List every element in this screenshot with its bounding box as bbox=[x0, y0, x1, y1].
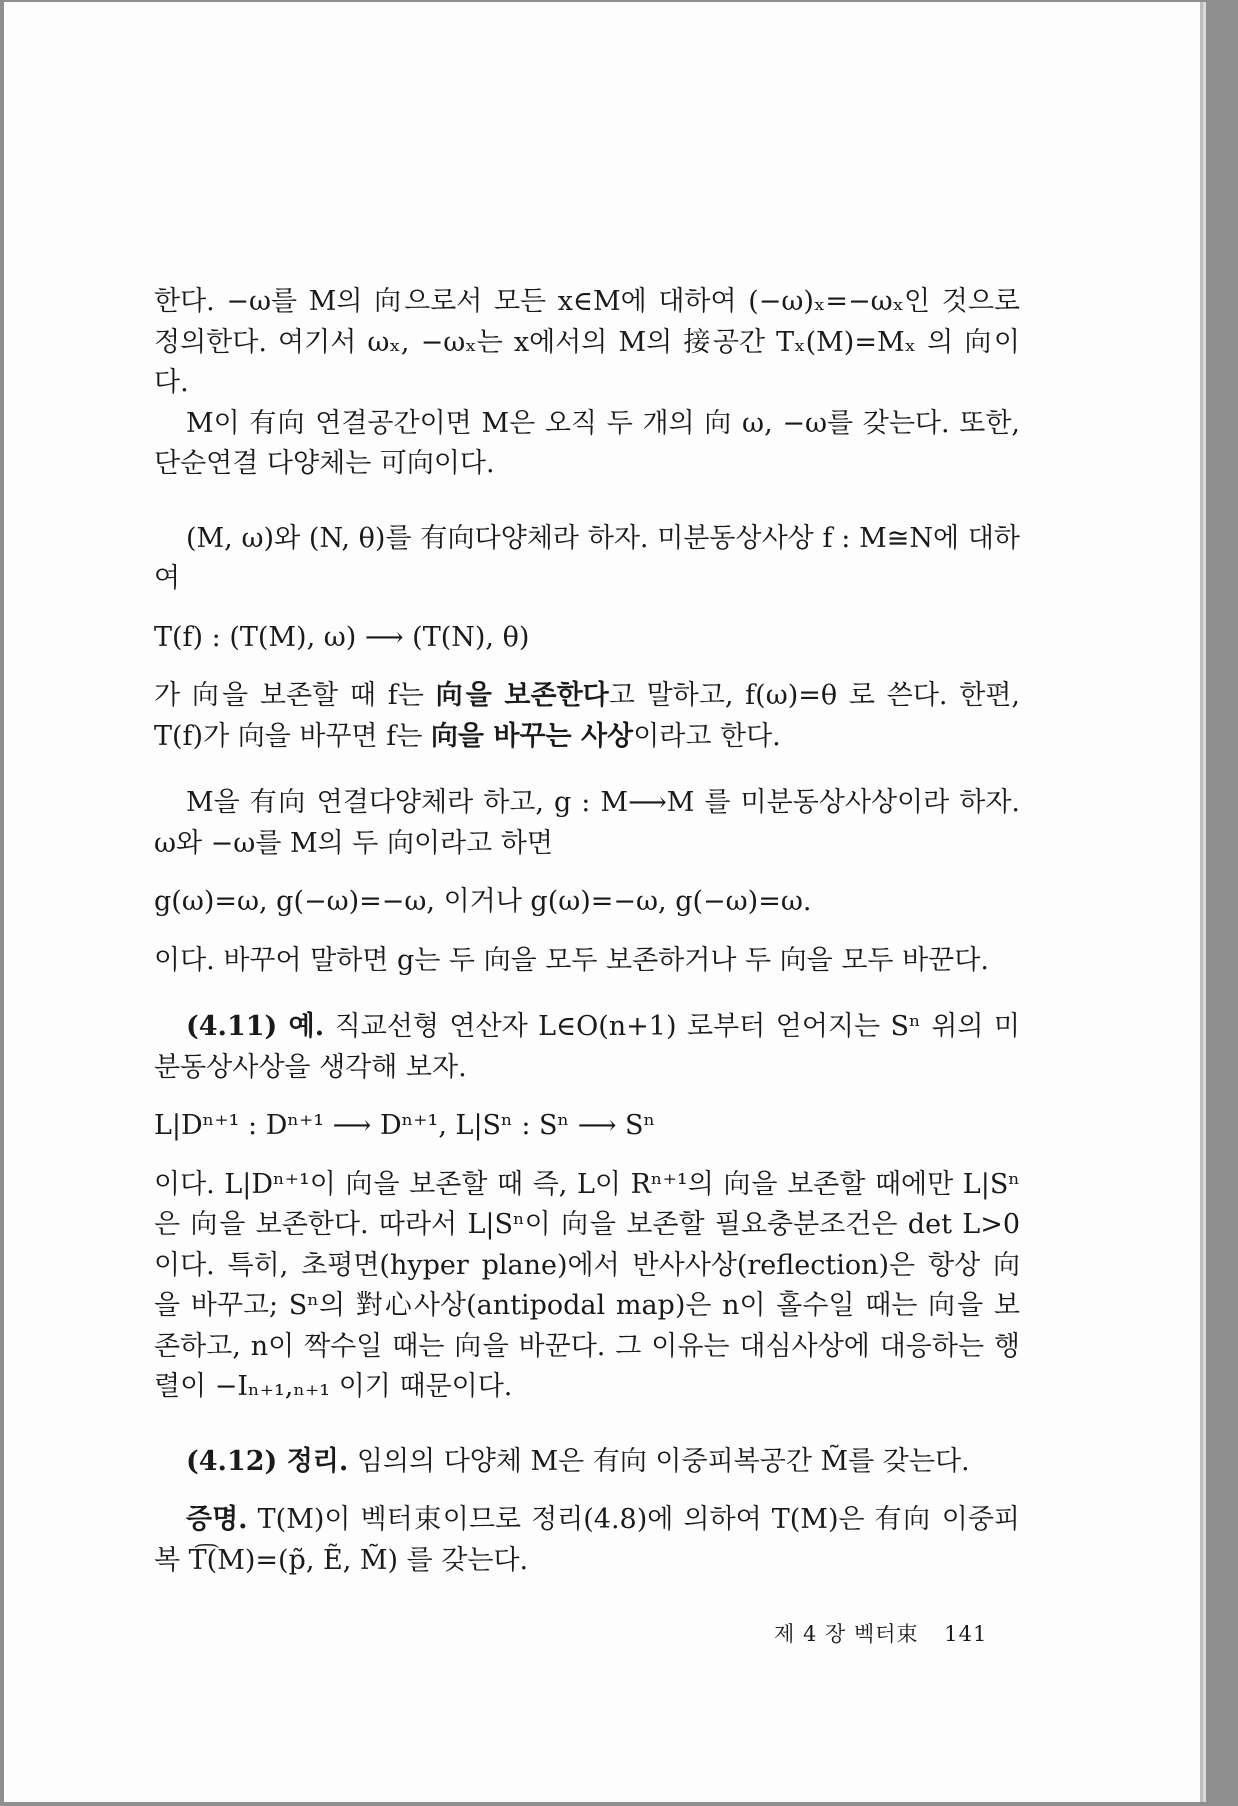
paragraph-connected-orientation: M이 有向 연결공간이면 M은 오직 두 개의 向 ω, −ω를 갖는다. 또한, 단순연결 다양체는 可向이다. bbox=[154, 407, 1020, 479]
bold-term-preserve: 向을 보존한다 bbox=[435, 680, 609, 711]
example-4-11 bbox=[154, 1007, 1020, 1088]
text-segment: 가 向을 보존할 때 f는 bbox=[154, 680, 436, 711]
proof-label: 증명. bbox=[186, 1504, 248, 1535]
formula-tangent-map: T(f) : (T(M), ω) ⟶ (T(N), θ) bbox=[154, 621, 530, 653]
text-segment: 이라고 한다. bbox=[633, 720, 781, 752]
bold-term-reverse: 向을 바꾸는 사상 bbox=[430, 720, 634, 752]
page-footer bbox=[774, 1618, 987, 1648]
paragraph-diffeomorphism: M을 有向 연결다양체라 하고, g : M⟶M 를 미분동상사상이라 하자. ω와 −ω를 M의 두 向이라고 하면 bbox=[154, 787, 1020, 859]
paragraph-preserve-orientation bbox=[154, 676, 1020, 757]
formula-restrictions: L|Dⁿ⁺¹ : Dⁿ⁺¹ ⟶ Dⁿ⁺¹, L|Sⁿ : Sⁿ ⟶ Sⁿ bbox=[154, 1110, 656, 1141]
proof bbox=[154, 1500, 1020, 1581]
text-segment: 고 말하고, f(ω)=θ 로 쓴다. 한편, T(f)가 向을 바꾸면 f는 bbox=[154, 680, 1020, 752]
formula-g-cases: g(ω)=ω, g(−ω)=−ω, 이거나 g(ω)=−ω, g(−ω)=ω. bbox=[154, 886, 812, 917]
proof-text: T(M)이 벡터束이므로 정리(4.8)에 의하여 T(M)은 有向 이중피복 T͡(M)=(p̃, Ẽ, M̃) 를 갖는다. bbox=[154, 1504, 1020, 1576]
body-text bbox=[154, 282, 1020, 1581]
theorem-text: 임의의 다양체 M은 有向 이중피복공간 M̃를 갖는다. bbox=[348, 1445, 970, 1477]
theorem-label: (4.12) 정리. bbox=[186, 1445, 349, 1477]
document-page bbox=[4, 2, 1203, 1802]
paragraph-oriented-manifolds: (M, ω)와 (N, θ)를 有向다양체라 하자. 미분동상사상 f : M≅N에 대하여 bbox=[154, 522, 1020, 594]
paragraph-reflection: 이다. L|Dⁿ⁺¹이 向을 보존할 때 즉, L이 Rⁿ⁺¹의 向을 보존할 때에만 L|Sⁿ은 向을 보존한다. 따라서 L|Sⁿ이 向을 보존할 필요충분조건은 det L>0 이다. 특히, 초평면(hyper plane)에서 반사사상(reflection)은 항상 向을 바꾸고; Sⁿ의 對心사상(antipodal map)은 n이 홀수일 때는 向을 보존하고, n이 짝수일 때는 向을 바꾼다. 그 이유는 대심사상에 대응하는 행렬이 −Iₙ₊₁,ₙ₊₁ 이기 때문이다. bbox=[154, 1168, 1020, 1402]
example-label: (4.11) 예. bbox=[186, 1011, 325, 1042]
chapter-title: 제 4 장 벡터束 bbox=[774, 1622, 919, 1646]
example-text: 직교선형 연산자 L∈O(n+1) 로부터 얻어지는 Sⁿ 위의 미분동상사상을 생각해 보자. bbox=[154, 1011, 1020, 1083]
theorem-4-12 bbox=[154, 1442, 1020, 1483]
paragraph-orientation-definition: 한다. −ω를 M의 向으로서 모든 x∈M에 대하여 (−ω)ₓ=−ωₓ인 것으로 정의한다. 여기서 ωₓ, −ωₓ는 x에서의 M의 接공간 Tₓ(M)=Mₓ 의 向이다. bbox=[154, 286, 1020, 398]
paragraph-conclusion: 이다. 바꾸어 말하면 g는 두 向을 모두 보존하거나 두 向을 모두 바꾼다. bbox=[154, 944, 989, 976]
page-number: 141 bbox=[944, 1622, 988, 1646]
